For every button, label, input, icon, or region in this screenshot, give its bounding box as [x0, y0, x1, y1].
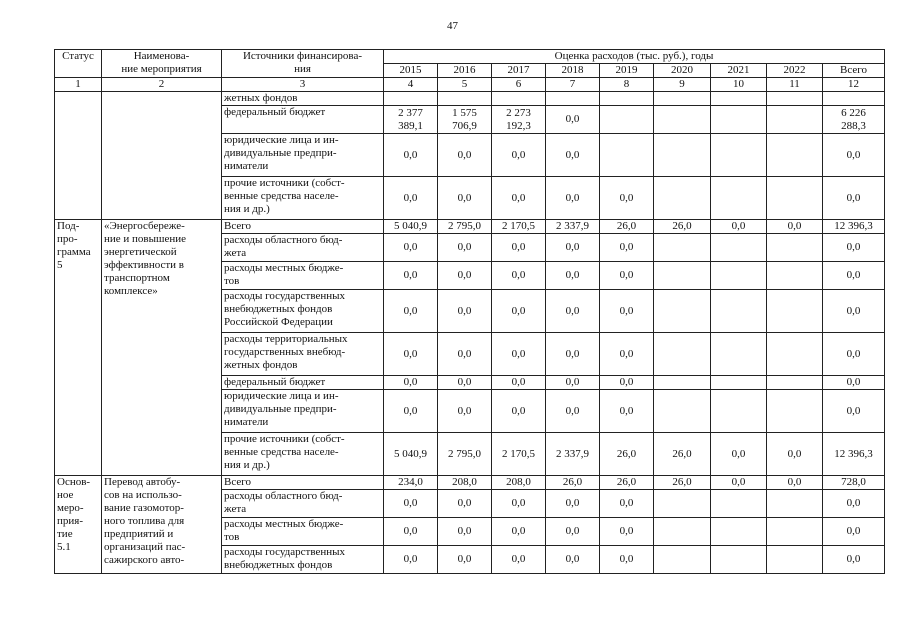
value-cell: 0,0 — [384, 518, 438, 546]
source-label: расходы государственных внебюджетных фондов — [222, 546, 384, 574]
value-cell — [711, 177, 767, 220]
value-cell: 0,0 — [767, 476, 823, 490]
value-cell: 0,0 — [438, 262, 492, 290]
value-cell — [600, 106, 654, 134]
value-cell: 2 273 192,3 — [492, 106, 546, 134]
value-cell: 26,0 — [600, 220, 654, 234]
value-cell: 0,0 — [600, 333, 654, 376]
value-cell — [767, 234, 823, 262]
value-cell: 12 396,3 — [823, 220, 885, 234]
source-label: юридические лица и ин- дивидуальные предпри- ниматели — [222, 134, 384, 177]
value-cell — [438, 92, 492, 106]
value-cell: 26,0 — [654, 433, 711, 476]
header-year: 2019 — [600, 64, 654, 78]
value-cell: 2 170,5 — [492, 433, 546, 476]
value-cell: 0,0 — [823, 490, 885, 518]
value-cell: 26,0 — [654, 476, 711, 490]
table-row — [55, 476, 885, 490]
value-cell: 0,0 — [600, 177, 654, 220]
header-year: 2016 — [438, 64, 492, 78]
table-row — [55, 92, 885, 106]
header-year: 2017 — [492, 64, 546, 78]
main-measure-name: Перевод автобу- сов на использо- вание газомотор- ного топлива для предприятий и организаций пас- сажирского авто- — [102, 476, 222, 574]
value-cell: 0,0 — [384, 177, 438, 220]
header-column-number: 3 — [222, 78, 384, 92]
table-row — [55, 220, 885, 234]
value-cell: 0,0 — [438, 490, 492, 518]
value-cell: 0,0 — [823, 546, 885, 574]
value-cell: 26,0 — [546, 476, 600, 490]
value-cell — [654, 92, 711, 106]
value-cell: 0,0 — [823, 390, 885, 433]
header-estimate: Оценка расходов (тыс. руб.), годы — [384, 50, 885, 64]
header-name: Наименова- ние мероприятия — [102, 50, 222, 78]
value-cell: 0,0 — [384, 134, 438, 177]
source-label: федеральный бюджет — [222, 106, 384, 134]
value-cell — [767, 490, 823, 518]
value-cell — [654, 290, 711, 333]
value-cell: 0,0 — [438, 333, 492, 376]
value-cell: 208,0 — [438, 476, 492, 490]
value-cell: 0,0 — [711, 220, 767, 234]
value-cell — [767, 333, 823, 376]
header-column-number: 5 — [438, 78, 492, 92]
value-cell: 0,0 — [492, 390, 546, 433]
value-cell — [711, 333, 767, 376]
value-cell: 12 396,3 — [823, 433, 885, 476]
page-number: 47 — [447, 20, 458, 32]
header-year: 2020 — [654, 64, 711, 78]
value-cell — [711, 546, 767, 574]
main-measure-status: Основ- ное меро- прия- тие 5.1 — [55, 476, 102, 574]
header-column-number: 2 — [102, 78, 222, 92]
value-cell: 0,0 — [546, 333, 600, 376]
value-cell: 0,0 — [384, 234, 438, 262]
value-cell: 0,0 — [600, 376, 654, 390]
value-cell: 5 040,9 — [384, 433, 438, 476]
value-cell: 0,0 — [823, 333, 885, 376]
value-cell: 0,0 — [711, 476, 767, 490]
value-cell — [767, 390, 823, 433]
value-cell: 2 170,5 — [492, 220, 546, 234]
value-cell: 0,0 — [492, 177, 546, 220]
value-cell — [546, 92, 600, 106]
value-cell: 0,0 — [600, 518, 654, 546]
value-cell: 0,0 — [384, 262, 438, 290]
value-cell: 0,0 — [546, 490, 600, 518]
value-cell: 0,0 — [438, 376, 492, 390]
value-cell: 0,0 — [600, 390, 654, 433]
value-cell: 0,0 — [600, 290, 654, 333]
value-cell: 0,0 — [600, 490, 654, 518]
value-cell: 0,0 — [546, 134, 600, 177]
value-cell: 0,0 — [492, 333, 546, 376]
source-label: прочие источники (собст- венные средства населе- ния и др.) — [222, 177, 384, 220]
value-cell: 0,0 — [546, 376, 600, 390]
header-status: Статус — [55, 50, 102, 78]
value-cell: 26,0 — [654, 220, 711, 234]
subprogram-name: «Энергосбереже- ние и повышение энергетической эффективности в транспортном комплексе» — [102, 220, 222, 476]
value-cell: 0,0 — [492, 290, 546, 333]
value-cell: 0,0 — [492, 134, 546, 177]
value-cell: 0,0 — [438, 518, 492, 546]
value-cell: 0,0 — [546, 290, 600, 333]
value-cell — [654, 234, 711, 262]
value-cell: 0,0 — [600, 546, 654, 574]
value-cell — [654, 518, 711, 546]
value-cell: 0,0 — [492, 490, 546, 518]
value-cell: 0,0 — [546, 390, 600, 433]
value-cell: 2 337,9 — [546, 433, 600, 476]
value-cell — [600, 92, 654, 106]
value-cell: 0,0 — [823, 518, 885, 546]
value-cell: 1 575 706,9 — [438, 106, 492, 134]
value-cell — [767, 290, 823, 333]
value-cell — [767, 262, 823, 290]
source-label: расходы областного бюд- жета — [222, 234, 384, 262]
value-cell: 0,0 — [492, 262, 546, 290]
value-cell — [711, 134, 767, 177]
value-cell: 0,0 — [546, 262, 600, 290]
value-cell — [654, 333, 711, 376]
value-cell: 0,0 — [384, 333, 438, 376]
value-cell — [711, 376, 767, 390]
value-cell: 0,0 — [767, 433, 823, 476]
header-year: 2022 — [767, 64, 823, 78]
value-cell — [711, 234, 767, 262]
value-cell: 0,0 — [823, 234, 885, 262]
value-cell: 0,0 — [823, 262, 885, 290]
table-header — [55, 50, 885, 92]
value-cell: 208,0 — [492, 476, 546, 490]
value-cell — [711, 262, 767, 290]
value-cell: 0,0 — [546, 518, 600, 546]
header-sources: Источники финансирова- ния — [222, 50, 384, 78]
header-year: 2021 — [711, 64, 767, 78]
value-cell — [767, 376, 823, 390]
header-column-number: 4 — [384, 78, 438, 92]
value-cell — [654, 262, 711, 290]
source-label: юридические лица и ин- дивидуальные предпри- ниматели — [222, 390, 384, 433]
value-cell: 0,0 — [384, 390, 438, 433]
header-column-number: 10 — [711, 78, 767, 92]
header-year: 2018 — [546, 64, 600, 78]
value-cell: 2 377 389,1 — [384, 106, 438, 134]
source-label: Всего — [222, 220, 384, 234]
value-cell: 0,0 — [823, 290, 885, 333]
value-cell: 0,0 — [823, 134, 885, 177]
header-column-number: 7 — [546, 78, 600, 92]
value-cell: 0,0 — [492, 518, 546, 546]
continuation-name — [102, 92, 222, 220]
value-cell: 0,0 — [438, 134, 492, 177]
source-label: расходы государственных внебюджетных фондов Российской Федерации — [222, 290, 384, 333]
value-cell: 0,0 — [492, 376, 546, 390]
value-cell — [711, 390, 767, 433]
value-cell — [711, 92, 767, 106]
source-label: прочие источники (собст- венные средства населе- ния и др.) — [222, 433, 384, 476]
subprogram-status: Под- про- грамма 5 — [55, 220, 102, 476]
value-cell: 2 795,0 — [438, 220, 492, 234]
value-cell — [767, 518, 823, 546]
value-cell: 0,0 — [438, 546, 492, 574]
source-label: федеральный бюджет — [222, 376, 384, 390]
table-body — [55, 92, 885, 574]
value-cell: 6 226 288,3 — [823, 106, 885, 134]
value-cell — [492, 92, 546, 106]
value-cell: 0,0 — [546, 106, 600, 134]
budget-table — [54, 49, 885, 574]
source-label: расходы местных бюдже- тов — [222, 518, 384, 546]
value-cell: 0,0 — [711, 433, 767, 476]
header-column-number: 12 — [823, 78, 885, 92]
value-cell: 0,0 — [767, 220, 823, 234]
value-cell: 0,0 — [384, 546, 438, 574]
value-cell — [711, 518, 767, 546]
value-cell: 0,0 — [600, 262, 654, 290]
value-cell: 0,0 — [384, 290, 438, 333]
value-cell: 2 795,0 — [438, 433, 492, 476]
value-cell: 234,0 — [384, 476, 438, 490]
header-column-number: 8 — [600, 78, 654, 92]
value-cell — [654, 376, 711, 390]
header-column-number: 9 — [654, 78, 711, 92]
value-cell — [654, 177, 711, 220]
value-cell — [654, 134, 711, 177]
value-cell — [600, 134, 654, 177]
value-cell: 0,0 — [492, 546, 546, 574]
value-cell — [711, 106, 767, 134]
value-cell — [767, 177, 823, 220]
value-cell — [767, 546, 823, 574]
header-year: 2015 — [384, 64, 438, 78]
value-cell — [711, 490, 767, 518]
header-column-number: 11 — [767, 78, 823, 92]
value-cell — [823, 92, 885, 106]
source-label: Всего — [222, 476, 384, 490]
source-label: расходы местных бюдже- тов — [222, 262, 384, 290]
value-cell — [654, 390, 711, 433]
value-cell — [767, 106, 823, 134]
value-cell: 0,0 — [823, 177, 885, 220]
value-cell — [654, 546, 711, 574]
value-cell: 0,0 — [546, 546, 600, 574]
value-cell: 0,0 — [600, 234, 654, 262]
value-cell: 26,0 — [600, 433, 654, 476]
continuation-status — [55, 92, 102, 220]
value-cell: 728,0 — [823, 476, 885, 490]
value-cell: 0,0 — [438, 290, 492, 333]
value-cell — [654, 490, 711, 518]
value-cell — [384, 92, 438, 106]
value-cell: 0,0 — [823, 376, 885, 390]
value-cell: 0,0 — [384, 490, 438, 518]
source-label: расходы областного бюд- жета — [222, 490, 384, 518]
value-cell — [767, 134, 823, 177]
value-cell: 0,0 — [438, 390, 492, 433]
value-cell: 0,0 — [546, 234, 600, 262]
value-cell: 0,0 — [438, 177, 492, 220]
source-label: жетных фондов — [222, 92, 384, 106]
value-cell: 0,0 — [384, 376, 438, 390]
value-cell — [711, 290, 767, 333]
source-label: расходы территориальных государственных внебюд- жетных фондов — [222, 333, 384, 376]
value-cell: 0,0 — [492, 234, 546, 262]
value-cell: 2 337,9 — [546, 220, 600, 234]
header-column-number: 6 — [492, 78, 546, 92]
value-cell: 26,0 — [600, 476, 654, 490]
value-cell: 0,0 — [438, 234, 492, 262]
value-cell: 5 040,9 — [384, 220, 438, 234]
header-year: Всего — [823, 64, 885, 78]
value-cell — [654, 106, 711, 134]
header-column-number: 1 — [55, 78, 102, 92]
value-cell: 0,0 — [546, 177, 600, 220]
value-cell — [767, 92, 823, 106]
